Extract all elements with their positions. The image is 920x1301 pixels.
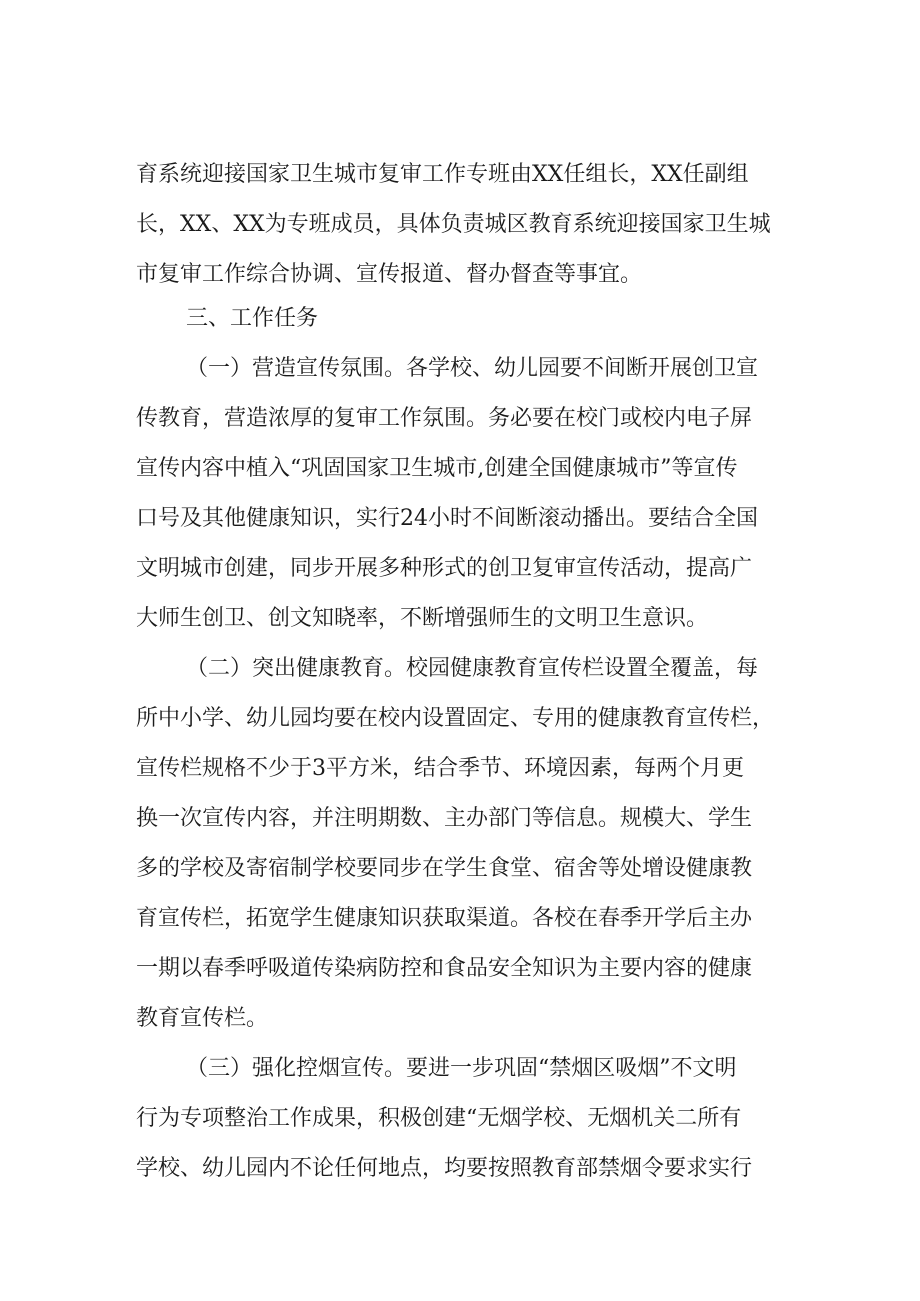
text-line: 育宣传栏，拓宽学生健康知识获取渠道。各校在春季开学后主办 [136,906,753,931]
text-line: 传教育，营造浓厚的复审工作氛围。务必要在校门或校内电子屏 [136,406,753,431]
text-line: 长，XX、XX为专班成员，具体负责城区教育系统迎接国家卫生城 [136,212,771,237]
text-line: （二）突出健康教育。校园健康教育宣传栏设置全覆盖，每 [186,656,759,681]
text-line: 换一次宣传内容，并注明期数、主办部门等信息。规模大、学生 [136,806,753,831]
text-line: 宣传栏规格不少于3平方米，结合季节、环境因素，每两个月更 [136,756,744,781]
text-line: 学校、幼儿园内不论任何地点，均要按照教育部禁烟令要求实行 [136,1156,753,1181]
text-line: 行为专项整治工作成果，积极创建“无烟学校、无烟机关二所有 [136,1106,742,1131]
text-line: 市复审工作综合协调、宣传报道、督办督查等事宜。 [136,262,643,287]
text-line: （三）强化控烟宣传。要进一步巩固“禁烟区吸烟”不文明 [186,1056,737,1081]
text-line: 文明城市创建，同步开展多种形式的创卫复审宣传活动，提高广 [136,556,753,581]
text-line: 多的学校及寄宿制学校要同步在学生食堂、宿舍等处增设健康教 [136,856,753,881]
text-line: 口号及其他健康知识，实行24小时不间断滚动播出。要结合全国 [136,506,758,531]
text-line: 一期以春季呼吸道传染病防控和食品安全知识为主要内容的健康 [136,956,753,981]
text-line: （一）营造宣传氛围。各学校、幼儿园要不间断开展创卫宣 [186,356,759,381]
section-heading: 三、工作任务 [186,306,319,331]
text-line: 教育宣传栏。 [136,1006,269,1031]
text-line: 育系统迎接国家卫生城市复审工作专班由XX任组长，XX任副组 [136,162,749,187]
text-line: 大师生创卫、创文知晓率，不断增强师生的文明卫生意识。 [136,606,709,631]
text-line: 所中小学、幼儿园均要在校内设置固定、专用的健康教育宣传栏， [136,706,775,731]
text-line: 宣传内容中植入“巩固国家卫生城市,创建全国健康城市”等宣传 [136,456,738,481]
